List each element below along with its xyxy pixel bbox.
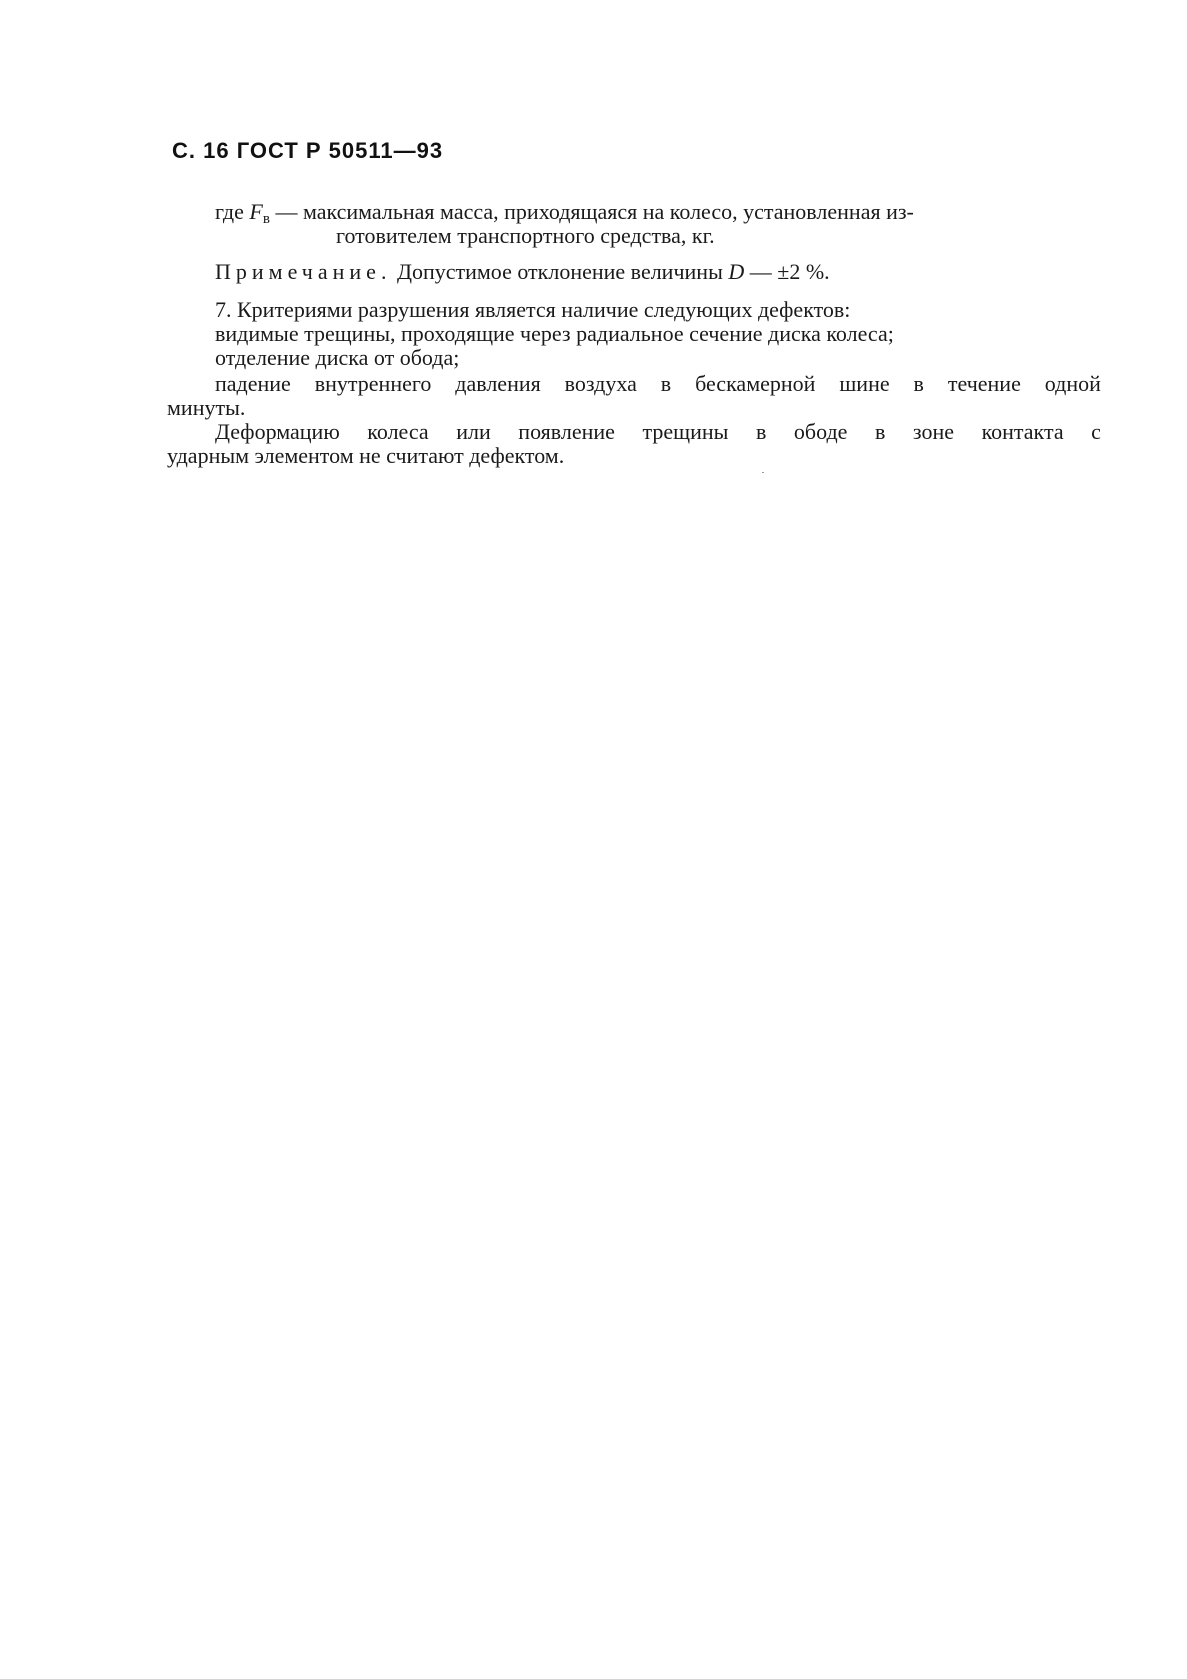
note-line bbox=[215, 260, 830, 284]
clause-7-intro: 7. Критериями разрушения является наличие следующих дефектов: bbox=[215, 297, 851, 322]
word: течение bbox=[947, 371, 1021, 396]
scan-speck bbox=[762, 472, 764, 473]
symbol-f: F bbox=[249, 199, 263, 224]
word: внутреннего bbox=[314, 371, 432, 396]
word: воздуха bbox=[564, 371, 637, 396]
defect-pressure-drop-end: минуты. bbox=[167, 395, 246, 420]
word: шине bbox=[839, 371, 890, 396]
note-text-before: Допустимое отклонение величины bbox=[396, 259, 723, 284]
word: в bbox=[874, 419, 886, 444]
defect-separation: отделение диска от обода; bbox=[215, 345, 460, 370]
word: бескамерной bbox=[695, 371, 816, 396]
word: в bbox=[755, 419, 767, 444]
word: одной bbox=[1044, 371, 1101, 396]
word: появление bbox=[518, 419, 615, 444]
word: трещины bbox=[642, 419, 729, 444]
word: падение bbox=[215, 371, 291, 396]
symbol-f-subscript: в bbox=[262, 211, 270, 227]
defect-pressure-drop bbox=[215, 372, 1101, 396]
note-label: Примечание. bbox=[215, 259, 392, 284]
word: или bbox=[456, 419, 491, 444]
note-text-after: — ±2 %. bbox=[749, 259, 830, 284]
deformation-statement bbox=[215, 420, 1101, 444]
deformation-statement-end: ударным элементом не считают дефектом. bbox=[167, 443, 565, 468]
word: в bbox=[913, 371, 924, 396]
word: в bbox=[660, 371, 672, 396]
word: с bbox=[1091, 419, 1101, 444]
word: давления bbox=[455, 371, 541, 396]
symbol-d: D bbox=[728, 259, 745, 284]
word: колеса bbox=[367, 419, 429, 444]
definition-text-1: — максимальная масса, приходящаяся на колесо, установленная из- bbox=[275, 199, 914, 224]
defect-visible-cracks: видимые трещины, проходящие через радиальное сечение диска колеса; bbox=[215, 321, 894, 346]
where-word: где bbox=[215, 199, 244, 224]
word: контакта bbox=[981, 419, 1064, 444]
page-header: С. 16 ГОСТ Р 50511—93 bbox=[172, 138, 444, 163]
word: Деформацию bbox=[215, 419, 340, 444]
word: зоне bbox=[912, 419, 955, 444]
definition-line-2: готовителем транспортного средства, кг. bbox=[336, 223, 715, 248]
word: ободе bbox=[793, 419, 848, 444]
